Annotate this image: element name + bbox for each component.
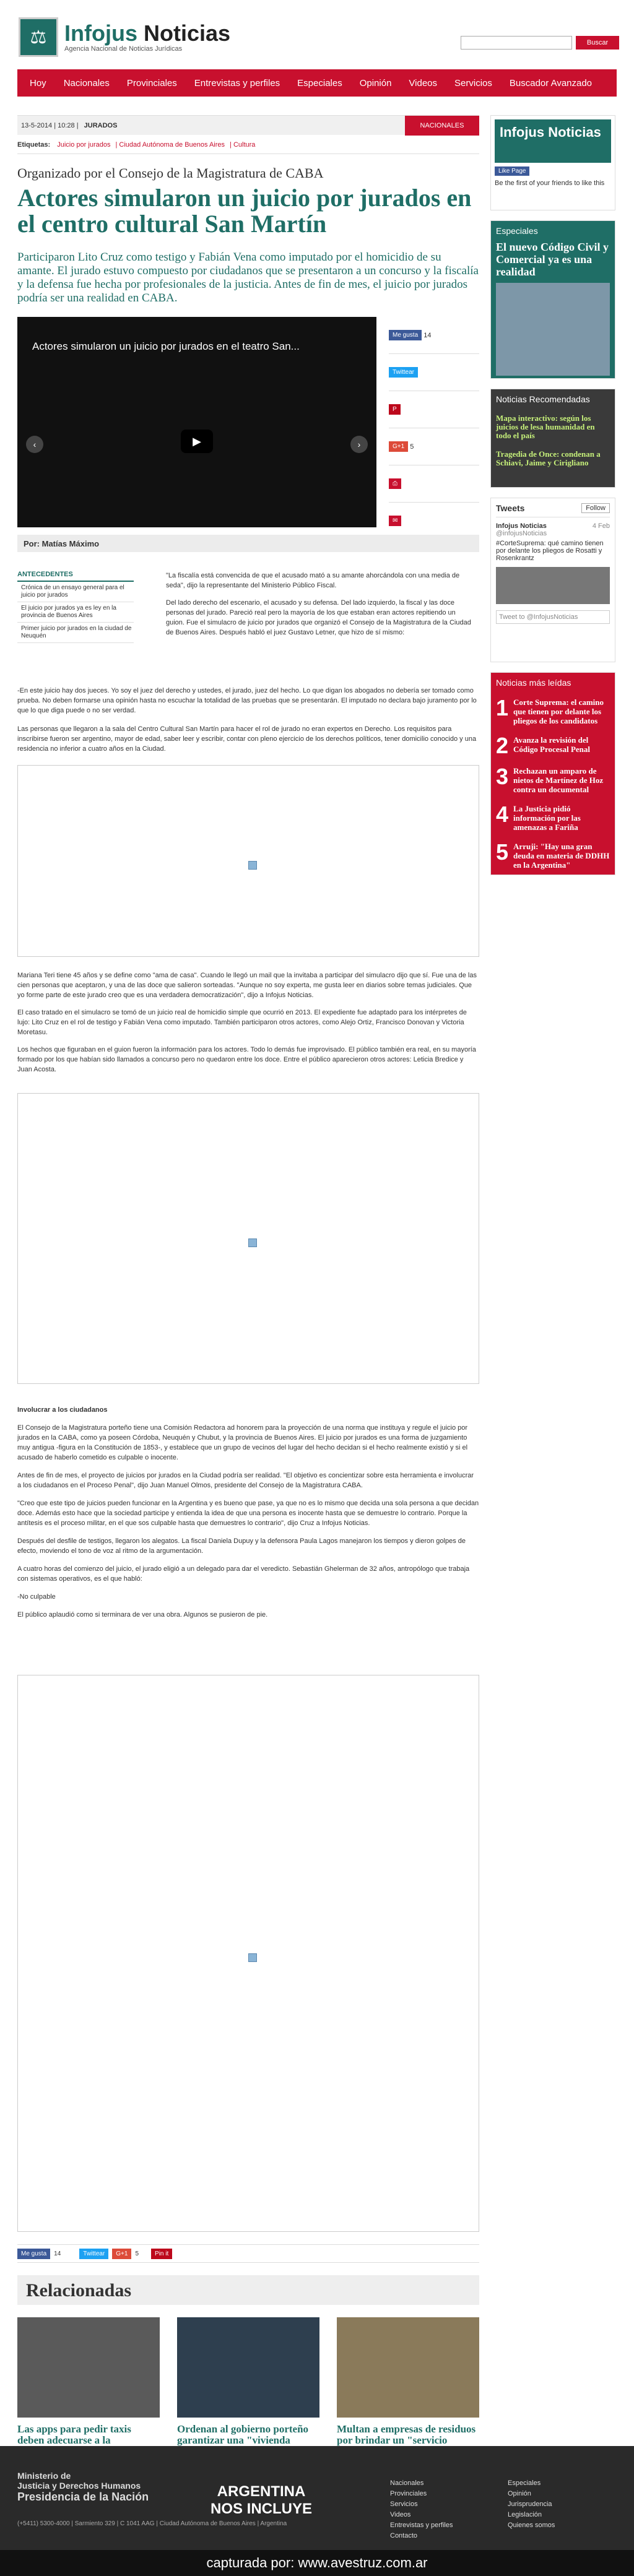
mas-leida-item[interactable]: 5 Arruji: "Hay una gran deuda en materia de DDHH en la Argentina"	[496, 839, 610, 870]
mas-leida-item[interactable]: 1 Corte Suprema: el camino que tienen por delante los pliegos de los candidatos	[496, 695, 604, 725]
tag-link[interactable]: Ciudad Autónoma de Buenos Aires	[119, 141, 225, 149]
related-image	[337, 2317, 479, 2418]
footer-link[interactable]: Contacto	[390, 2532, 418, 2539]
section-tag[interactable]: NACIONALES	[405, 116, 479, 136]
site-logo[interactable]	[19, 17, 230, 57]
tag-link[interactable]: Cultura	[233, 141, 256, 149]
tweet-author: Infojus Noticias	[496, 522, 547, 530]
fb-count: 14	[54, 2250, 61, 2257]
related-section	[17, 2275, 479, 2457]
play-icon[interactable]: ▶	[181, 430, 213, 453]
facebook-widget	[490, 115, 615, 210]
article-body-2	[17, 970, 479, 1082]
related-caption: Las apps para pedir taxis deben adecuarse a la	[17, 2423, 131, 2446]
footer-link[interactable]: Especiales	[508, 2479, 541, 2487]
article-headline: Actores simularon un juicio por jurados en el centro cultural San Martín	[17, 184, 472, 238]
recomendada-link[interactable]: Mapa interactivo: según los juicios de lesa humanidad en todo el país	[496, 413, 595, 440]
fb-like-button[interactable]: Me gusta	[389, 330, 422, 340]
paragraph: Después del desfile de testigos, llegaron los alegatos. La fiscal Daniela Dupuy y la defensora Paula Lagos manejaron los tiempos y dieron golpes de efecto, moviendo el tono de voz al ritmo de la argumentación.	[17, 1537, 466, 1555]
footer-link[interactable]: Nacionales	[390, 2479, 424, 2487]
tweet-handle: @infojusNoticias	[496, 530, 547, 537]
paragraph: -En este juicio hay dos jueces. Yo soy el juez del derecho y ustedes, el jurado, juez del hecho. Lo que digan los abogados no debería ser tomado como prueba. No deben formarse una opinión hasta no escuchar la totalidad de las pruebas que se presentarán. El imputado no declara bajo juramento por lo que lo que diga puede o no ser verdad.	[17, 687, 477, 714]
article-body-3	[17, 1405, 479, 1628]
bottom-share	[17, 2244, 479, 2263]
social-share	[389, 317, 479, 540]
related-caption: Ordenan al gobierno porteño garantizar una "vivienda	[177, 2423, 309, 2446]
related-caption: Multan a empresas de residuos por brindar un "servicio	[337, 2423, 476, 2446]
gplus-button[interactable]: G+1	[389, 441, 408, 452]
nav-especiales[interactable]: Especiales	[297, 77, 342, 89]
especiales-headline: El nuevo Código Civil y Comercial ya es una realidad	[496, 241, 609, 278]
video-player[interactable]	[17, 317, 376, 527]
tweet-text: #CorteSuprema: qué camino tienen por delante los pliegos de Rosatti y Rosenkrantz	[496, 540, 604, 562]
paragraph: Los hechos que figuraban en el guion fueron la información para los actores. Todo lo demás fue improvisado. El público también era real, en su mayoría formado por los que habían sido llamados a concurso pero no quedaron entre los doce. Entre el público aparecieron otros actores: Leticia Bredice y Juan Acosta.	[17, 1046, 476, 1073]
tweets-title: Tweets	[496, 503, 525, 513]
mas-leida-item[interactable]: 3 Rechazan un amparo de nietos de Martínez de Hoz contra un documental	[496, 764, 604, 794]
pinterest-icon[interactable]: Pin it	[151, 2249, 172, 2259]
article-section: JURADOS	[84, 121, 118, 129]
section-heading: Involucrar a los ciudadanos	[17, 1406, 108, 1414]
antecedente-link[interactable]: Primer juicio por jurados en la ciudad de Neuquén	[17, 623, 134, 643]
gplus-button[interactable]: G+1	[112, 2249, 131, 2259]
email-icon[interactable]: ✉	[389, 516, 401, 526]
article-author: Por: Matías Máximo	[17, 535, 479, 552]
fb-widget-text: Be the first of your friends to like this	[495, 179, 605, 187]
logo-title-b: Noticias	[144, 20, 231, 46]
next-icon[interactable]: ›	[350, 436, 368, 453]
prev-icon[interactable]: ‹	[26, 436, 43, 453]
paragraph: "Creo que este tipo de juicios pueden funcionar en la Argentina y es bueno que pase, ya que no es lo mismo que decida una sola persona a que decidan doce. Además esto hace que la sociedad participe y entienda la idea de que una persona es inocente hasta que se demuestre lo contrario. Porque la antítesis es el proceso militar, en el que sos culpable hasta que demuestres lo contrario", dijo Cruz a Infojus Noticias.	[17, 1500, 479, 1527]
tags-label: Etiquetas:	[17, 141, 51, 149]
article-image	[17, 1093, 479, 1384]
video-title: Actores simularon un juicio por jurados en el teatro San...	[32, 340, 300, 352]
tweet-date: 4 Feb	[592, 522, 610, 530]
date-bar: 13-5-2014 | 10:28 | JURADOS NACIONALES	[17, 115, 479, 135]
nav-videos[interactable]: Videos	[409, 77, 438, 89]
paragraph: Del lado derecho del escenario, el acusado y su defensa. Del lado izquierdo, la fiscal y las doce personas del jurado. Pareció real pero la mayoría de los que estaban eran actores repitiendo un guion. Fue el simulacro de juicio por jurados que organizó el Consejo de la Magistratura de la Ciudad de Buenos Aires. Después habló el juez Gustavo Letner, que hizo de sí mismo:	[166, 599, 471, 636]
article-image	[17, 1675, 479, 2232]
article-intro	[166, 571, 476, 645]
search-button[interactable]: Buscar	[576, 36, 619, 50]
footer-link[interactable]: Legislación	[508, 2511, 542, 2518]
antecedentes-box	[17, 571, 134, 643]
footer-link[interactable]: Opinión	[508, 2490, 531, 2497]
fb-like-button[interactable]: Me gusta	[17, 2249, 50, 2259]
paragraph: El caso tratado en el simulacro se tomó de un juicio real de homicidio simple que ocurrió en 2013. El expediente fue adaptado para los intérpretes de lujo: Lito Cruz en el rol de testigo y Fabián Vena como imputado. También participaron otros actores, como Alejo Ortiz, Francisco Donovan y Victoria Moretasu.	[17, 1009, 467, 1036]
tweet-button[interactable]: Twittear	[79, 2249, 108, 2259]
nav-provinciales[interactable]: Provinciales	[126, 77, 177, 89]
related-image	[17, 2317, 160, 2418]
antecedentes-title: ANTECEDENTES	[17, 571, 134, 582]
image-placeholder-icon	[248, 1238, 257, 1247]
print-icon[interactable]: ⎙	[389, 478, 401, 489]
gplus-count: 5	[410, 443, 414, 451]
article-date: 13-5-2014	[21, 121, 53, 129]
mas-leida-item[interactable]: 2 Avanza la revisión del Código Procesal Penal	[496, 733, 591, 758]
paragraph: Antes de fin de mes, el proyecto de juicios por jurados en la Ciudad podría ser realidad. "El objetivo es concientizar sobre esta herramienta e involucrar a los ciudadanos en el Proceso Penal", dijo Juan Manuel Olmos, presidente del Consejo de la Magistratura CABA.	[17, 1472, 474, 1489]
facebook-widget-header[interactable]: Infojus Noticias	[495, 119, 611, 163]
tweet-image	[496, 567, 610, 604]
site-header	[0, 0, 634, 69]
paragraph: El público aplaudió como si terminara de ver una obra. Algunos se pusieron de pie.	[17, 1611, 268, 1619]
related-image	[177, 2317, 319, 2418]
fb-count: 14	[423, 331, 432, 339]
paragraph: A cuatro horas del comienzo del juicio, el jurado eligió a un delegado para dar el veredicto. Sebastián Ghelerman de 32 años, antropólogo que trabaja con sistemas operativos, es el que habló:	[17, 1565, 470, 1583]
image-placeholder-icon	[248, 1953, 257, 1962]
paragraph: -No culpable	[17, 1593, 56, 1601]
footer-link[interactable]: Videos	[390, 2511, 411, 2518]
fb-like-page-button[interactable]: Like Page	[495, 166, 529, 176]
related-item[interactable]	[177, 2317, 319, 2457]
nav-servicios[interactable]: Servicios	[454, 77, 492, 89]
sidebar	[490, 115, 615, 885]
nav-entrevistas[interactable]: Entrevistas y perfiles	[194, 77, 280, 89]
antecedente-link[interactable]: Crónica de un ensayo general para el juicio por jurados	[17, 582, 134, 602]
main-nav	[17, 69, 617, 97]
nav-hoy[interactable]: Hoy	[30, 77, 46, 89]
especiales-title: Especiales	[496, 226, 538, 236]
ministerio-logo[interactable]: Ministerio de Justicia y Derechos Humanos Presidencia de la Nación	[17, 2471, 149, 2503]
antecedente-link[interactable]: El juicio por jurados ya es ley en la provincia de Buenos Aires	[17, 602, 134, 623]
footer-link[interactable]: Entrevistas y perfiles	[390, 2522, 453, 2529]
logo-mark-icon: ⚖	[19, 17, 58, 57]
mas-leidas-title: Noticias más leídas	[496, 678, 571, 688]
logo-subtitle: Agencia Nacional de Noticias Jurídicas	[64, 45, 183, 53]
footer-link[interactable]: Servicios	[390, 2500, 418, 2508]
mas-leidas-box	[490, 672, 615, 875]
tweet-input[interactable]: Tweet to @InfojusNoticias	[496, 610, 610, 624]
follow-button[interactable]: Follow	[581, 503, 610, 513]
article-image	[17, 765, 479, 957]
paragraph: "La fiscalía está convencida de que el acusado mató a su amante ahorcándola con una media de seda", dijo la representante del Ministerio Público Fiscal.	[166, 572, 460, 589]
article-lead: Participaron Lito Cruz como testigo y Fabián Vena como imputado por el homicidio de su amante. El jurado estuvo compuesto por ciudadanos que se presentaron a un concurso y la fiscalía y la defensa fue hecha por profesionales de la justicia. Antes de fin de mes, el juicio por jurados podría ser una realidad en CABA.	[17, 251, 479, 305]
article-body-1	[17, 686, 479, 763]
especiales-image	[496, 283, 610, 376]
nav-opinion[interactable]: Opinión	[359, 77, 392, 89]
related-item[interactable]	[17, 2317, 160, 2457]
nav-nacionales[interactable]: Nacionales	[63, 77, 110, 89]
related-item[interactable]	[337, 2317, 479, 2457]
article-time: 10:28	[58, 121, 75, 129]
captured-by-banner: capturada por: www.avestruz.com.ar	[0, 2550, 634, 2576]
recomendada-link[interactable]: Tragedia de Once: condenan a Schiavi, Jaime y Cirigliano	[496, 449, 601, 467]
footer-address: (+5411) 5300-4000 | Sarmiento 329 | C 1041 AAG | Ciudad Autónoma de Buenos Aires | Argentina	[17, 2520, 287, 2527]
argentina-logo: ARGENTINA NOS INCLUYE	[211, 2483, 313, 2517]
footer-links-1	[390, 2478, 453, 2541]
logo-title-a: Infojus	[64, 20, 137, 46]
recomendadas-box	[490, 389, 615, 488]
pinterest-icon[interactable]: P	[389, 404, 401, 415]
especiales-box[interactable]	[490, 220, 615, 379]
footer-link[interactable]: Provinciales	[390, 2490, 427, 2497]
footer-link[interactable]: Quienes somos	[508, 2522, 555, 2529]
article-kicker: Organizado por el Consejo de la Magistratura de CABA	[17, 165, 324, 181]
paragraph: Las personas que llegaron a la sala del Centro Cultural San Martín para hacer el rol de jurado no eran expertos en Derecho. Los requisitos para inscribirse fueron ser argentino, mayor de edad, saber leer y escribir, contar con pleno ejercicio de los derechos políticos, tener domicilio conocido y una residencia no inferior a cuatro años en la Ciudad.	[17, 725, 477, 753]
tweets-widget	[490, 498, 615, 662]
article-content	[17, 115, 479, 2446]
tags-row: Etiquetas: Juicio por jurados | Ciudad Autónoma de Buenos Aires | Cultura	[17, 141, 479, 154]
search-input[interactable]	[461, 36, 572, 50]
footer-link[interactable]: Jurisprudencia	[508, 2500, 552, 2508]
search-bar	[461, 36, 619, 50]
paragraph: Mariana Teri tiene 45 años y se define como "ama de casa". Cuando le llegó un mail que la invitaba a participar del simulacro dijo que sí. Fue una de las cien personas que aceptaron, y una de las doce que salieron sorteadas. "Aunque no soy experta, me gusta leer en diarios sobre temas judiciales. Que yo forme parte de este jurado creo que es una verdadera democratización", dijo a Infojus Noticias.	[17, 972, 477, 999]
nav-buscador[interactable]: Buscador Avanzado	[509, 77, 593, 89]
gplus-count: 5	[135, 2250, 139, 2257]
footer-links-2	[508, 2478, 555, 2531]
mas-leida-item[interactable]: 4 La Justicia pidió información por las amenazas a Fariña	[496, 802, 581, 832]
recomendadas-title: Noticias Recomendadas	[496, 394, 590, 404]
image-placeholder-icon	[248, 861, 257, 870]
paragraph: El Consejo de la Magistratura porteño tiene una Comisión Redactora ad honorem para la proyección de una norma que instituya y regule el juicio por jurados en la CABA, como ya poseen Córdoba, Neuquén y Chubut, y la provincia de Buenos Aires. El juicio por jurados es una forma de juzgamiento muy antigua -figura en la Constitución de 1853-, y establece que un grupo de vecinos del lugar del hecho decidan si el hecho realmente existió y si el acusado de haberlo cometido es culpable o inocente.	[17, 1424, 468, 1461]
tag-link[interactable]: Juicio por jurados	[57, 141, 111, 149]
related-title: Relacionadas	[17, 2275, 479, 2305]
tweet-button[interactable]: Twittear	[389, 367, 418, 378]
